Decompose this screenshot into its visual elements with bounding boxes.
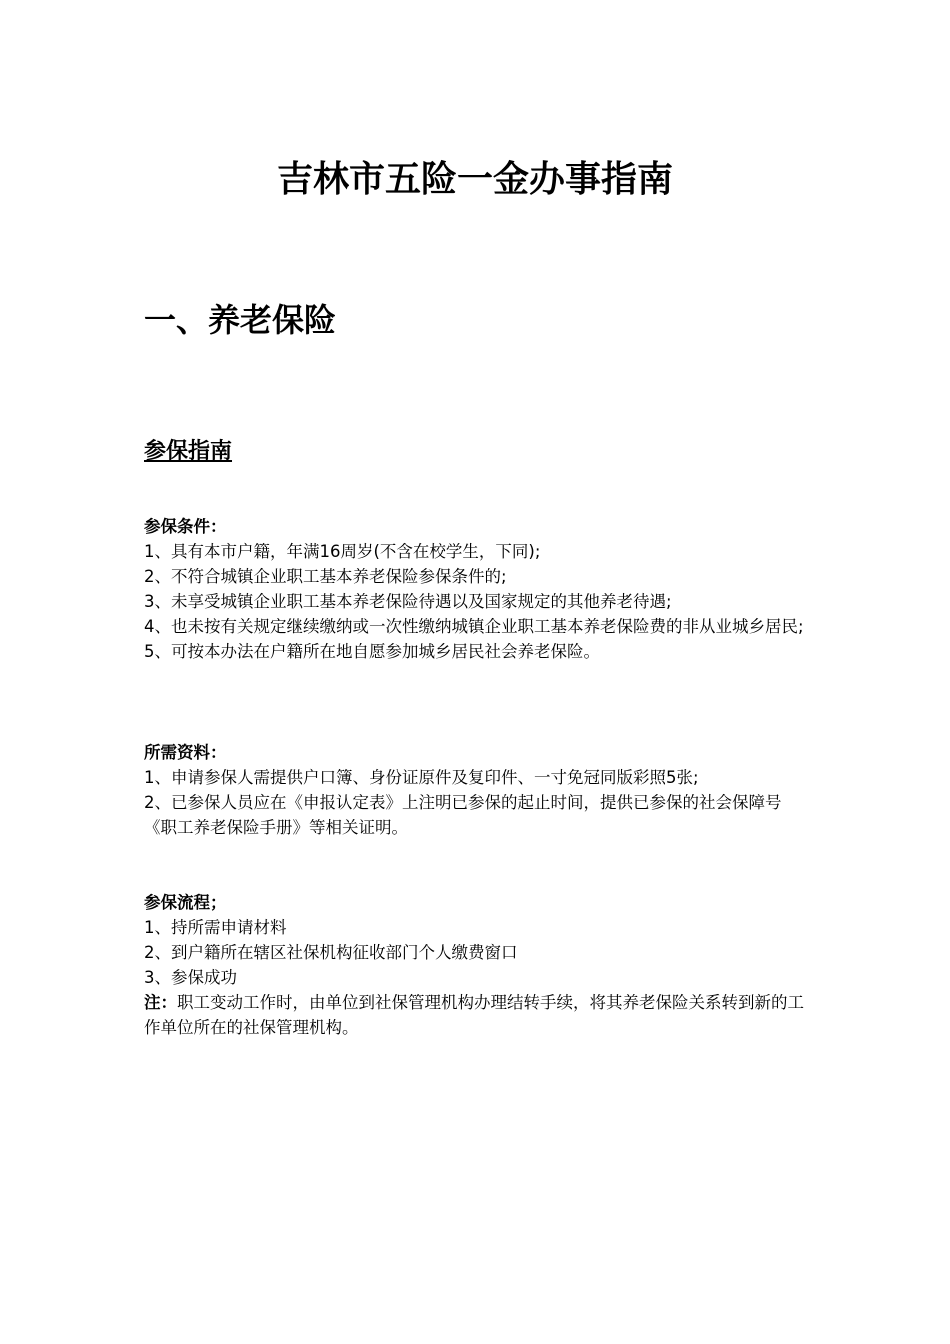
list-item: 1、申请参保人需提供户口簿、身份证原件及复印件、一寸免冠同版彩照5张;: [144, 768, 699, 787]
list-item: 3、未享受城镇企业职工基本养老保险待遇以及国家规定的其他养老待遇;: [144, 592, 672, 611]
document-title: 吉林市五险一金办事指南: [276, 159, 673, 200]
note-label: 注：: [144, 993, 177, 1012]
process-label: 参保流程；: [144, 893, 227, 912]
note-text: 职工变动工作时，由单位到社保管理机构办理结转手续，将其养老保险关系转到新的工作单位所在的社保管理机构。: [144, 993, 804, 1037]
list-item: 2、已参保人员应在《申报认定表》上注明已参保的起止时间，提供已参保的社会保障号《职工养老保险手册》等相关证明。: [144, 793, 782, 837]
list-item: 1、具有本市户籍，年满16周岁(不含在校学生，下同);: [144, 542, 541, 561]
sub-heading: 参保指南: [144, 439, 233, 464]
materials-label: 所需资料：: [144, 743, 227, 762]
process-block: [144, 890, 808, 1040]
conditions-block: [144, 514, 808, 664]
materials-block: [144, 740, 808, 840]
list-item: 2、到户籍所在辖区社保机构征收部门个人缴费窗口: [144, 943, 518, 962]
list-item: 1、持所需申请材料: [144, 918, 287, 937]
list-item: 2、不符合城镇企业职工基本养老保险参保条件的;: [144, 567, 507, 586]
conditions-label: 参保条件：: [144, 517, 227, 536]
list-item: 4、也未按有关规定继续缴纳或一次性缴纳城镇企业职工基本养老保险费的非从业城乡居民;: [144, 617, 804, 636]
list-item: 3、参保成功: [144, 968, 237, 987]
list-item: 5、可按本办法在户籍所在地自愿参加城乡居民社会养老保险。: [144, 642, 600, 661]
section-heading: 一、养老保险: [144, 301, 337, 339]
note: [144, 990, 808, 1040]
